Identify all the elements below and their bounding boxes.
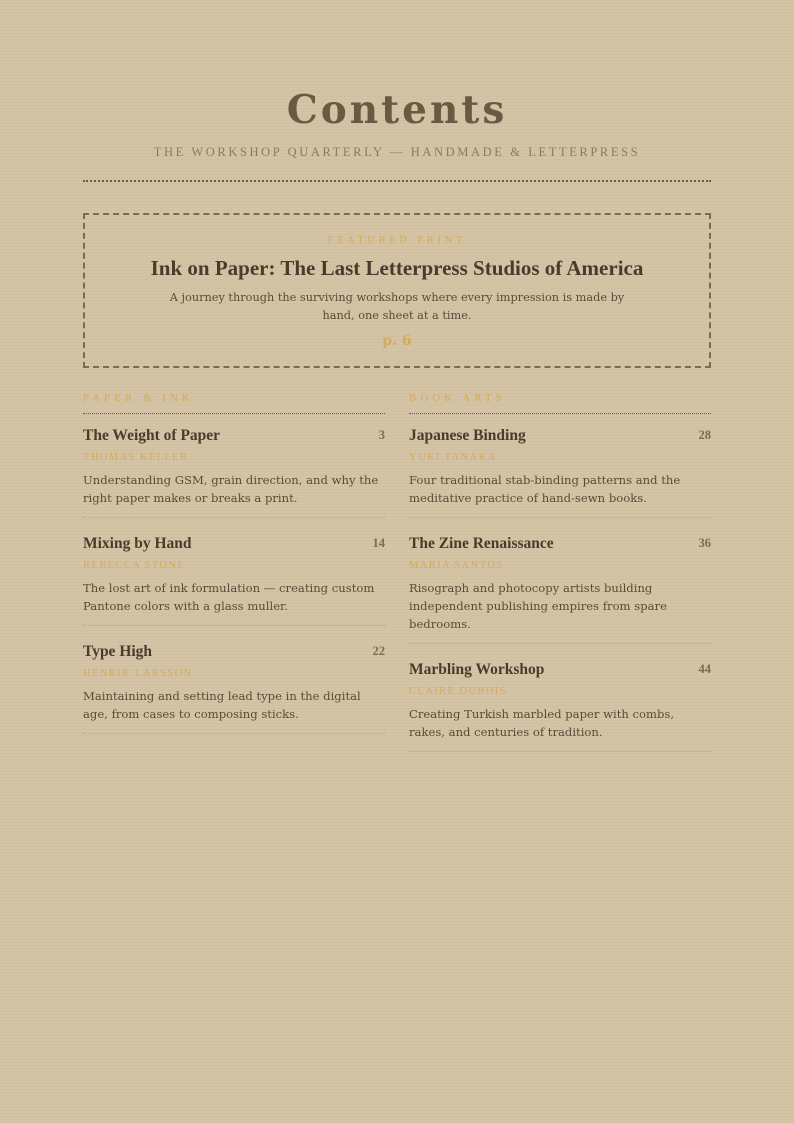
section-label: BOOK ARTS xyxy=(409,391,711,414)
entry-author: CLAIRE DUBOIS xyxy=(409,686,507,697)
entry-page-number: 36 xyxy=(698,536,711,550)
entry-author: HENRIK LARSSON xyxy=(83,668,193,679)
page-header xyxy=(83,0,711,160)
featured-description: A journey through the surviving workshops where every impression is made by hand, one sheet at a time. xyxy=(169,291,625,322)
toc-entry[interactable] xyxy=(409,518,711,644)
page-title: Contents xyxy=(286,87,508,133)
entry-author: YUKI TANAKA xyxy=(409,452,497,463)
entry-page-number: 28 xyxy=(698,428,711,442)
entry-description: Four traditional stab-binding patterns and the meditative practice of hand-sewn books. xyxy=(409,473,681,505)
entry-title[interactable]: The Weight of Paper xyxy=(83,427,221,444)
entry-title[interactable]: Japanese Binding xyxy=(409,427,526,444)
entry-description: Creating Turkish marbled paper with combs, rakes, and centuries of tradition. xyxy=(409,707,675,739)
entry-page-number: 22 xyxy=(372,644,385,658)
entry-title[interactable]: The Zine Renaissance xyxy=(409,535,554,552)
toc-entry[interactable] xyxy=(409,644,711,752)
entry-title[interactable]: Mixing by Hand xyxy=(83,535,192,552)
entry-author: REBECCA STONE xyxy=(83,560,186,571)
entry-page-number: 3 xyxy=(378,428,385,442)
entry-description: Risograph and photocopy artists building independent publishing empires from spare bedrooms. xyxy=(409,581,667,631)
entry-author: THOMAS KELLER xyxy=(83,452,189,463)
entry-title[interactable]: Marbling Workshop xyxy=(409,661,545,678)
entry-page-number: 14 xyxy=(372,536,385,550)
featured-title[interactable]: Ink on Paper: The Last Letterpress Studios of America xyxy=(150,256,644,280)
entry-description: Understanding GSM, grain direction, and why the right paper makes or breaks a print. xyxy=(83,473,379,505)
entry-author: MARIA SANTOS xyxy=(409,560,504,571)
entry-title[interactable]: Type High xyxy=(83,643,153,660)
page-subtitle: THE WORKSHOP QUARTERLY — HANDMADE & LETTERPRESS xyxy=(153,145,641,159)
section-book-arts xyxy=(409,391,711,752)
toc-entry[interactable] xyxy=(83,518,385,626)
contents-page xyxy=(83,0,711,791)
section-paper-and-ink xyxy=(83,391,385,734)
entry-description: Maintaining and setting lead type in the digital age, from cases to composing sticks. xyxy=(83,689,361,721)
entry-description: The lost art of ink formulation — creating custom Pantone colors with a glass muller. xyxy=(83,581,375,613)
toc-entry[interactable] xyxy=(83,626,385,734)
section-label: PAPER & INK xyxy=(83,391,385,414)
toc-entry[interactable] xyxy=(409,414,711,518)
toc-entry[interactable] xyxy=(83,414,385,518)
featured-page-number: p. 6 xyxy=(382,333,412,349)
entry-page-number: 44 xyxy=(698,662,711,676)
featured-label: FEATURED PRINT xyxy=(327,235,467,246)
header-divider xyxy=(83,180,711,182)
sections-columns xyxy=(83,391,711,791)
featured-print-box[interactable] xyxy=(83,213,711,368)
